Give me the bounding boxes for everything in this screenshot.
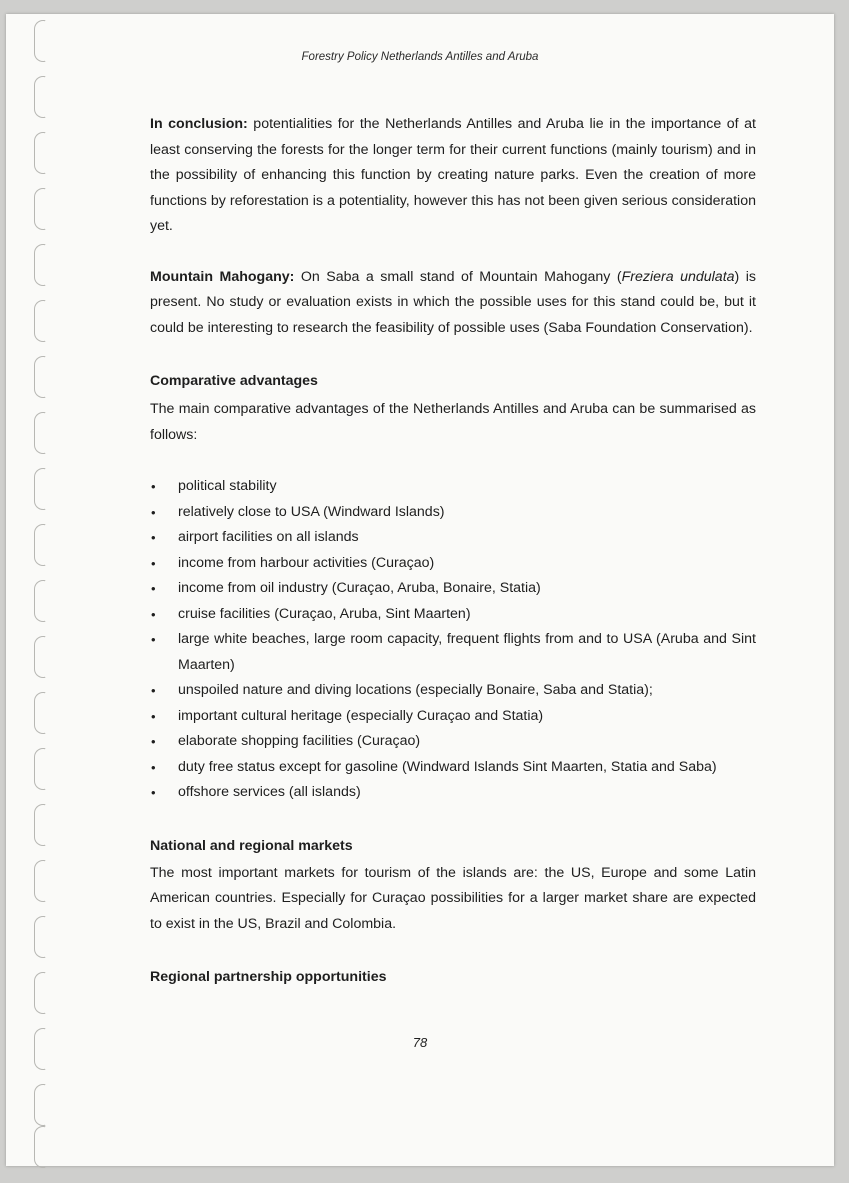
binding-hole <box>34 916 46 958</box>
markets-paragraph: The most important markets for tourism of the islands are: the US, Europe and some Latin American countries. Especially for Curaçao possibilities for a larger market share are expected to exist in the US, Brazil and Colombia. <box>150 864 756 932</box>
comparative-heading: Comparative advantages <box>150 373 318 389</box>
list-item: • political stability <box>150 474 756 500</box>
mahogany-text-before: On Saba a small stand of Mountain Mahogany ( <box>294 268 622 285</box>
binding-hole <box>34 132 46 174</box>
list-item: • duty free status except for gasoline (Windward Islands Sint Maarten, Statia and Saba) <box>150 755 756 781</box>
conclusion-text: potentialities for the Netherlands Antilles and Aruba lie in the importance of at least conserving the forests for the longer term for their current functions (mainly tourism) and in the possibility of enhancing this function by creating nature parks. Even the creation of more functions by reforestation is a potentiality, however this has not been given serious consideration yet. <box>150 116 756 234</box>
binding-hole <box>34 300 46 342</box>
binding-hole <box>34 244 46 286</box>
list-item: • important cultural heritage (especially Curaçao and Statia) <box>150 704 756 730</box>
partnership-heading: Regional partnership opportunities <box>150 969 387 985</box>
binding-hole <box>34 580 46 622</box>
list-item: • airport facilities on all islands <box>150 525 756 551</box>
conclusion-paragraph <box>150 112 756 240</box>
binding-hole <box>34 972 46 1014</box>
binding-hole <box>34 692 46 734</box>
binding-hole <box>34 356 46 398</box>
mahogany-lead: Mountain Mahogany: <box>150 268 295 285</box>
mahogany-paragraph <box>150 265 756 342</box>
list-item: • income from oil industry (Curaçao, Aruba, Bonaire, Statia) <box>150 576 756 602</box>
list-item: • relatively close to USA (Windward Islands) <box>150 500 756 526</box>
markets-heading: National and regional markets <box>150 837 353 854</box>
page-number: 78 <box>412 1035 428 1050</box>
binding-hole <box>34 748 46 790</box>
binding-hole <box>34 804 46 846</box>
list-item: • large white beaches, large room capacity, frequent flights from and to USA (Aruba and Sint Maarten) <box>150 627 756 678</box>
list-item: • elaborate shopping facilities (Curaçao) <box>150 729 756 755</box>
binding-hole <box>34 1084 46 1126</box>
binding-hole <box>34 636 46 678</box>
list-item: • cruise facilities (Curaçao, Aruba, Sint Maarten) <box>150 602 756 628</box>
list-item: • offshore services (all islands) <box>150 780 756 806</box>
binding-hole <box>34 188 46 230</box>
list-item: • income from harbour activities (Curaçao) <box>150 551 756 577</box>
binding-hole <box>34 468 46 510</box>
document-page <box>6 14 834 1166</box>
mahogany-text-after: ) is present. No study or evaluation exists in which the possible uses for this stand could be, but it could be interesting to research the feasibility of possible uses (Saba Foundation Conservation). <box>150 268 756 336</box>
advantages-list <box>150 474 756 806</box>
running-header: Forestry Policy Netherlands Antilles and Aruba <box>301 51 539 63</box>
list-item: • unspoiled nature and diving locations (especially Bonaire, Saba and Statia); <box>150 678 756 704</box>
comparative-intro: The main comparative advantages of the Netherlands Antilles and Aruba can be summarised as follows: <box>150 401 756 443</box>
species-name: Freziera undulata <box>621 268 735 285</box>
binding-hole <box>34 524 46 566</box>
binding-hole <box>34 860 46 902</box>
conclusion-lead: In conclusion: <box>150 116 248 132</box>
binding-hole <box>34 76 46 118</box>
binding-holes <box>26 14 52 1166</box>
document-body <box>150 112 756 990</box>
binding-hole <box>34 1126 46 1168</box>
binding-hole <box>34 412 46 454</box>
